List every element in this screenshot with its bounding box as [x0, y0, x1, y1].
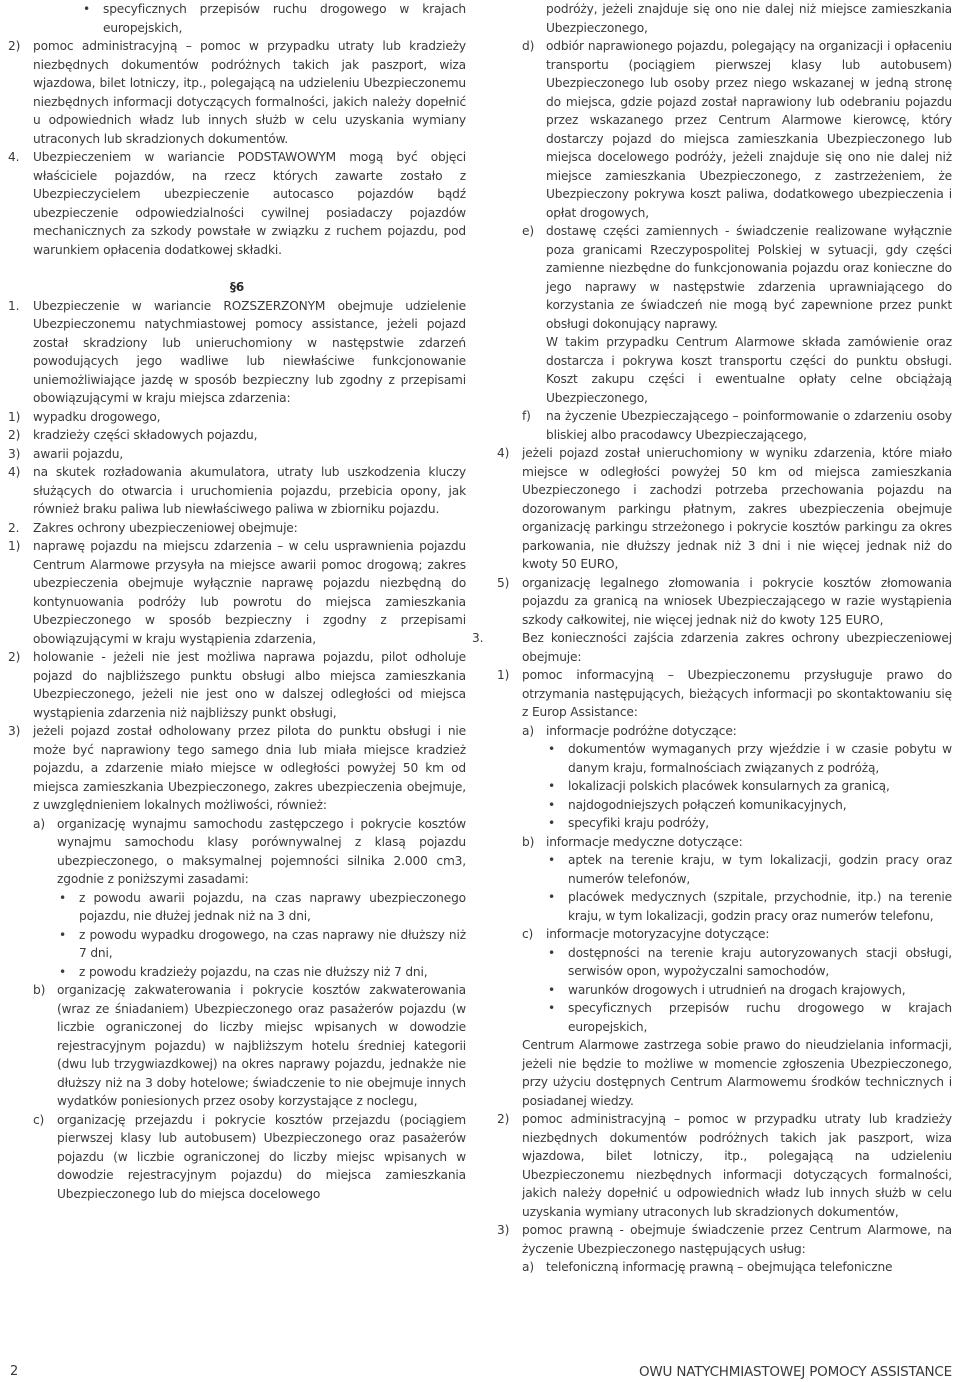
bullet-item: [546, 777, 952, 796]
item-text: pomoc prawną - obejmuje świadczenie przez Centrum Alarmowe, na życzenie Ubezpieczonego następujących usług:: [522, 1223, 952, 1256]
bullet-marker: •: [548, 1001, 556, 1015]
item-number: 1.: [8, 298, 20, 313]
item-letter: b): [522, 834, 535, 849]
bullet-marker: •: [59, 890, 67, 905]
item-number: 1): [8, 409, 21, 424]
item-text: Zakres ochrony ubezpieczeniowej obejmuje:: [33, 520, 298, 535]
item-text: informacje podróżne dotyczące:: [546, 723, 737, 738]
bullet-marker: •: [548, 779, 556, 793]
bullet-item: [546, 851, 952, 888]
sub-item: [522, 722, 952, 741]
bullet-text: dokumentów wymaganych przy wjeździe i w czasie pobytu w danym kraju, formalnościach związanych z podróżą,: [568, 742, 952, 775]
sub-item: [33, 981, 466, 1111]
item-number: 2.: [8, 520, 20, 535]
item-text: informacje motoryzacyjne dotyczące:: [546, 927, 770, 941]
section-item: [8, 148, 466, 259]
item-text: pomoc informacyjną – Ubezpieczonemu przysługuje prawo do otrzymania następujących, bieżących informacji po skontaktowaniu się z Europ Assistance:: [522, 668, 952, 719]
list-item: [8, 408, 466, 427]
item-letter: a): [522, 1260, 534, 1274]
list-item: [8, 445, 466, 464]
bullet-item: [546, 981, 952, 1000]
sub-item: [33, 1111, 466, 1204]
item-letter: c): [33, 1112, 45, 1127]
item-letter: d): [522, 39, 535, 53]
list-item: [497, 666, 952, 722]
bullet-text: specyfiki kraju podróży,: [568, 816, 710, 830]
item-text: jeżeli pojazd został odholowany przez pilota do punktu obsługi i nie może być naprawiony tego samego dnia lub miała miejsce kradzież pojazdu, a zdarzenie miało miejsce w odległości powyżej 50 km od miejsca zamieszkania Ubezpieczonego, zakres ubezpieczenia obejmuje, z uwzględnieniem lokalnych możliwości, również:: [33, 724, 466, 812]
item-number: 3): [8, 724, 21, 738]
continuation-text: W takim przypadku Centrum Alarmowe składa zamówienie oraz dostarcza i pokrywa koszt transportu części do punktu obsługi. Koszt zakupu części i ewentualne opłaty celne obciążają Ubezpieczonego,: [546, 335, 952, 405]
bullet-text: dostępności na terenie kraju autoryzowanych stacji obsługi, serwisów opon, wypożyczalni samochodów,: [568, 945, 952, 978]
list-item: [8, 537, 466, 648]
bullet-item: [81, 0, 466, 37]
bullet-marker: •: [83, 2, 91, 16]
item-number: 4): [8, 465, 21, 479]
item-text: odbiór naprawionego pojazdu, polegający na organizacji i opłaceniu transportu (pociągiem pierwszej klasy lub autobusem) Ubezpieczonego lub osoby przez niego wskazanej w jedną stronę do miejsca, gdzie pojazd został naprawiony lub odebraniu pojazdu przez wskazanego przez Centrum Alarmowe kierowcę, który dostarczy pojazd do miejsca zamieszkania Ubezpieczonego lub miejsca docelowego podróży, jeżeli znajduje się ono nie dalej niż miejsce zamieszkania Ubezpieczonego, z zastrzeżeniem, że Ubezpieczony pokrywa koszt paliwa, dodatkowego ubezpieczenia i opłat drogowych,: [546, 39, 952, 220]
item-text: organizację przejazdu i pokrycie kosztów przejazdu (pociągiem pierwszej klasy lub autobusem) Ubezpieczonego oraz pasażerów pojazdu (w liczbie ograniczonej do liczby miejsc wpisanych w dowodzie rejestracyjnym pojazdu) do miejsca zamieszkania Ubezpieczonego lub do miejsca docelowego: [57, 1112, 466, 1201]
item-text: wypadku drogowego,: [33, 409, 161, 424]
bullet-text: aptek na terenie kraju, w tym lokalizacji, godzin pracy oraz numerów telefonów,: [568, 853, 952, 886]
item-number: 3.: [472, 631, 484, 645]
section-item: [8, 519, 466, 538]
item-text: organizację legalnego złomowania i pokrycie kosztów złomowania pojazdu za granicą na wniosek Ubezpieczającego w razie wystąpienia szkody całkowitej, nie więcej jednak niż do kwoty 125 EURO,: [522, 575, 952, 627]
sub-item: [33, 815, 466, 889]
list-item: [8, 426, 466, 445]
bullet-marker: •: [548, 945, 556, 960]
bullet-text: placówek medycznych (szpitale, przychodnie, itp.) na terenie kraju, w tym lokalizacji, godzin pracy oraz numerów telefonu,: [568, 890, 952, 923]
list-item: [8, 37, 466, 148]
item-text: kradzieży części składowych pojazdu,: [33, 428, 258, 442]
bullet-text: z powodu kradzieży pojazdu, na czas nie dłuższy niż 7 dni,: [79, 964, 428, 979]
item-letter: a): [33, 816, 45, 831]
list-item: [497, 1110, 952, 1221]
left-column: [8, 0, 466, 1203]
sub-item: [522, 925, 952, 944]
bullet-text: lokalizacji polskich placówek konsularnych za granicą,: [568, 779, 890, 793]
bullet-marker: •: [59, 964, 67, 979]
continuation-text: podróży, jeżeli znajduje się ono nie dalej niż miejsce zamieszkania Ubezpieczonego,: [546, 2, 952, 35]
item-text: holowanie - jeżeli nie jest możliwa naprawa pojazdu, pilot odholuje pojazd do najbliższego punktu obsługi albo miejsca zamieszkania Ubezpieczonego, jeżeli nie jest ono w dalszej odległości od miejsca wystąpienia zdarzenia niż najbliższy punkt obsługi,: [33, 650, 466, 720]
item-text: pomoc administracyjną – pomoc w przypadku utraty lub kradzieży niezbędnych dokumentów podróżnych takich jak paszport, wiza wjazdowa, bilet lotniczy, itp., polegającą na udzieleniu Ubezpieczonemu niezbędnych informacji dotyczących formalności, jakich należy dopełnić u odpowiednich władz lub innych służb w celu uzyskania wymiany utraconych lub skradzionych dokumentów,: [522, 1112, 952, 1219]
item-letter: f): [522, 409, 531, 423]
bullet-marker: •: [548, 890, 556, 904]
item-text: dostawę części zamiennych - świadczenie realizowane wyłącznie poza granicami Rzeczypospolitej Polskiej w sytuacji, gdy części zamienne niezbędne do funkcjonowania pojazdu oraz konieczne do jego naprawy w następstwie zdarzenia uprawniającego do korzystania ze świadczeń nie mogą być zapewnione przez punkt obsługi dokonujący naprawy.: [546, 224, 952, 331]
bullet-marker: •: [548, 742, 556, 756]
item-letter: c): [522, 927, 534, 941]
bullet-item: [546, 796, 952, 815]
bullet-marker: •: [548, 982, 556, 997]
item-letter: a): [522, 723, 534, 738]
section-item: [472, 629, 952, 666]
item-letter: b): [33, 983, 46, 997]
item-number: 2): [8, 39, 21, 53]
list-item: [8, 648, 466, 722]
list-item: [497, 444, 952, 574]
sub-item: [522, 222, 952, 333]
bullet-item: [546, 740, 952, 777]
bullet-item: [546, 888, 952, 925]
item-number: 3): [497, 1223, 510, 1237]
bullet-text: warunków drogowych i utrudnień na drogach krajowych,: [568, 982, 906, 997]
footer-title: OWU NATYCHMIASTOWEJ POMOCY ASSISTANCE: [638, 1364, 952, 1380]
item-number: 1): [497, 668, 510, 682]
item-text: organizację wynajmu samochodu zastępczego i pokrycie kosztów wynajmu samochodu klasy porównywalnej z klasą pojazdu ubezpieczonego, o maksymalnej pojemności silnika 2.000 cm3, zgodnie z poniższymi zasadami:: [57, 816, 466, 886]
bullet-marker: •: [548, 816, 556, 830]
bullet-item: [57, 963, 466, 982]
item-text: informacje medyczne dotyczące:: [546, 834, 743, 849]
bullet-text: specyficznych przepisów ruchu drogowego w krajach europejskich,: [103, 2, 466, 35]
sub-item: [522, 833, 952, 852]
item-text: Ubezpieczeniem w wariancie PODSTAWOWYM mogą być objęci właściciele pojazdów, na rzecz których zawarte zostało z Ubezpieczycielem ubezpieczenie autocasco pojazdów bądź ubezpieczenie odpowiedzialności cywilnej posiadaczy pojazdów mechanicznych za szkody powstałe w związku z ruchem pojazdu, pod warunkiem opłacenia dodatkowej składki.: [33, 150, 466, 257]
list-item: [497, 1221, 952, 1258]
item-text: telefoniczną informację prawną – obejmująca telefoniczne: [546, 1260, 893, 1274]
list-item: [8, 722, 466, 815]
sub-item: [522, 407, 952, 444]
bullet-item: [546, 944, 952, 981]
section-item: [8, 297, 466, 408]
sub-item: [522, 1258, 952, 1277]
bullet-item: [57, 926, 466, 963]
item-number: 5): [497, 575, 510, 590]
item-text: Bez konieczności zajścia zdarzenia zakres ochrony ubezpieczeniowej obejmuje:: [522, 631, 952, 664]
item-text: pomoc administracyjną – pomoc w przypadku utraty lub kradzieży niezbędnych dokumentów podróżnych takich jak paszport, wiza wjazdowa, bilet lotniczy, itp., polegającą na udzieleniu Ubezpieczonemu niezbędnych informacji dotyczących formalności, jakich należy dopełnić u odpowiednich władz lub innych służb w celu uzyskania wymiany utraconych lub skradzionych dokumentów.: [33, 39, 466, 146]
item-text: organizację zakwaterowania i pokrycie kosztów zakwaterowania (wraz ze śniadaniem) Ubezpieczonego oraz pasażerów pojazdu (w liczbie ograniczonej do liczby miejsc wpisanych w dowodzie rejestracyjnym pojazdu) w najbliższym hotelu średniej kategorii (dwu lub trzygwiazdkowej) na okres naprawy pojazdu, jednakże nie dłuższy niż na 3 doby hotelowe; świadczenie to nie obejmuje innych wydatków poniesionych przez osoby korzystające z noclegu,: [57, 983, 466, 1108]
bullet-marker: •: [59, 927, 67, 942]
item-text: naprawę pojazdu na miejscu zdarzenia – w celu usprawnienia pojazdu Centrum Alarmowe przysyła na miejsce awarii pomoc drogową; zakres ubezpieczenia obejmuje wyłącznie naprawę pojazdu niezbędną do kontynuowania podróży lub powrotu do miejsca zamieszkania Ubezpieczonego w sposób bezpieczny i zgodny z przepisami obowiązującymi w kraju wystąpienia zdarzenia,: [33, 539, 466, 646]
item-text: na życzenie Ubezpieczającego – poinformowanie o zdarzeniu osoby bliskiej albo pracodawcy Ubezpieczającego,: [546, 409, 952, 442]
bullet-text: najdogodniejszych połączeń komunikacyjnych,: [568, 797, 847, 812]
item-text: jeżeli pojazd został unieruchomiony w wyniku zdarzenia, które miało miejsce w odległości powyżej 50 km od miejsca zamieszkania Ubezpieczonego i zachodzi potrzeba przechowania pojazdu na dozorowanym parkingu płatnym, zakres ubezpieczenia obejmuje organizację parkingu strzeżonego i pokrycie kosztów parkingu za okres parkowania, nie dłuższy jednak niż 3 dni i nie więcej jednak niż do kwoty 50 EURO,: [522, 446, 952, 571]
sub-item: [522, 37, 952, 222]
list-item: [8, 463, 466, 519]
item-number: 1): [8, 539, 21, 553]
section-title: §6: [229, 280, 245, 294]
right-column: [472, 0, 952, 1277]
list-item: [497, 574, 952, 630]
bullet-item: [546, 814, 952, 833]
page-number: 2: [10, 1364, 19, 1379]
bullet-item: [546, 999, 952, 1036]
item-number: 2): [8, 650, 21, 664]
bullet-item: [57, 889, 466, 926]
bullet-marker: •: [548, 797, 556, 812]
item-number: 4): [497, 446, 510, 460]
item-text: na skutek rozładowania akumulatora, utraty lub uszkodzenia kluczy służących do otwarcia i uruchomienia pojazdu, przebicia opony, jak również braku paliwa lub niewłaściwego paliwa w zbiorniku pojazdu.: [33, 465, 466, 516]
bullet-text: z powodu wypadku drogowego, na czas naprawy nie dłuższy niż 7 dni,: [79, 927, 466, 960]
bullet-text: z powodu awarii pojazdu, na czas naprawy ubezpieczonego pojazdu, nie dłużej jednak niż na 3 dni,: [79, 890, 466, 923]
item-number: 2): [8, 428, 21, 442]
item-text: Ubezpieczenie w wariancie ROZSZERZONYM obejmuje udzielenie Ubezpieczonemu natychmiastowej pomocy assistance, jeżeli pojazd został skradziony lub unieruchomiony w następstwie zdarzeń powodujących jego wadliwe lub niewłaściwe funkcjonowanie uniemożliwiające jazdę w sposób bezpieczny lub zgodny z przepisami obowiązującymi w kraju miejsca zdarzenia:: [33, 298, 466, 405]
item-text: awarii pojazdu,: [33, 446, 124, 461]
item-number: 3): [8, 446, 21, 461]
item-letter: e): [522, 224, 534, 238]
bullet-marker: •: [548, 853, 556, 867]
item-number: 4.: [8, 150, 20, 164]
note-text: Centrum Alarmowe zastrzega sobie prawo do nieudzielania informacji, jeżeli nie będzie to możliwe w momencie zgłoszenia Ubezpieczonego, przy użyciu dostępnych Centrum Alarmowemu środków technicznych i posiadanej wiedzy.: [522, 1038, 952, 1108]
item-number: 2): [497, 1112, 510, 1126]
bullet-text: specyficznych przepisów ruchu drogowego w krajach europejskich,: [568, 1001, 952, 1034]
